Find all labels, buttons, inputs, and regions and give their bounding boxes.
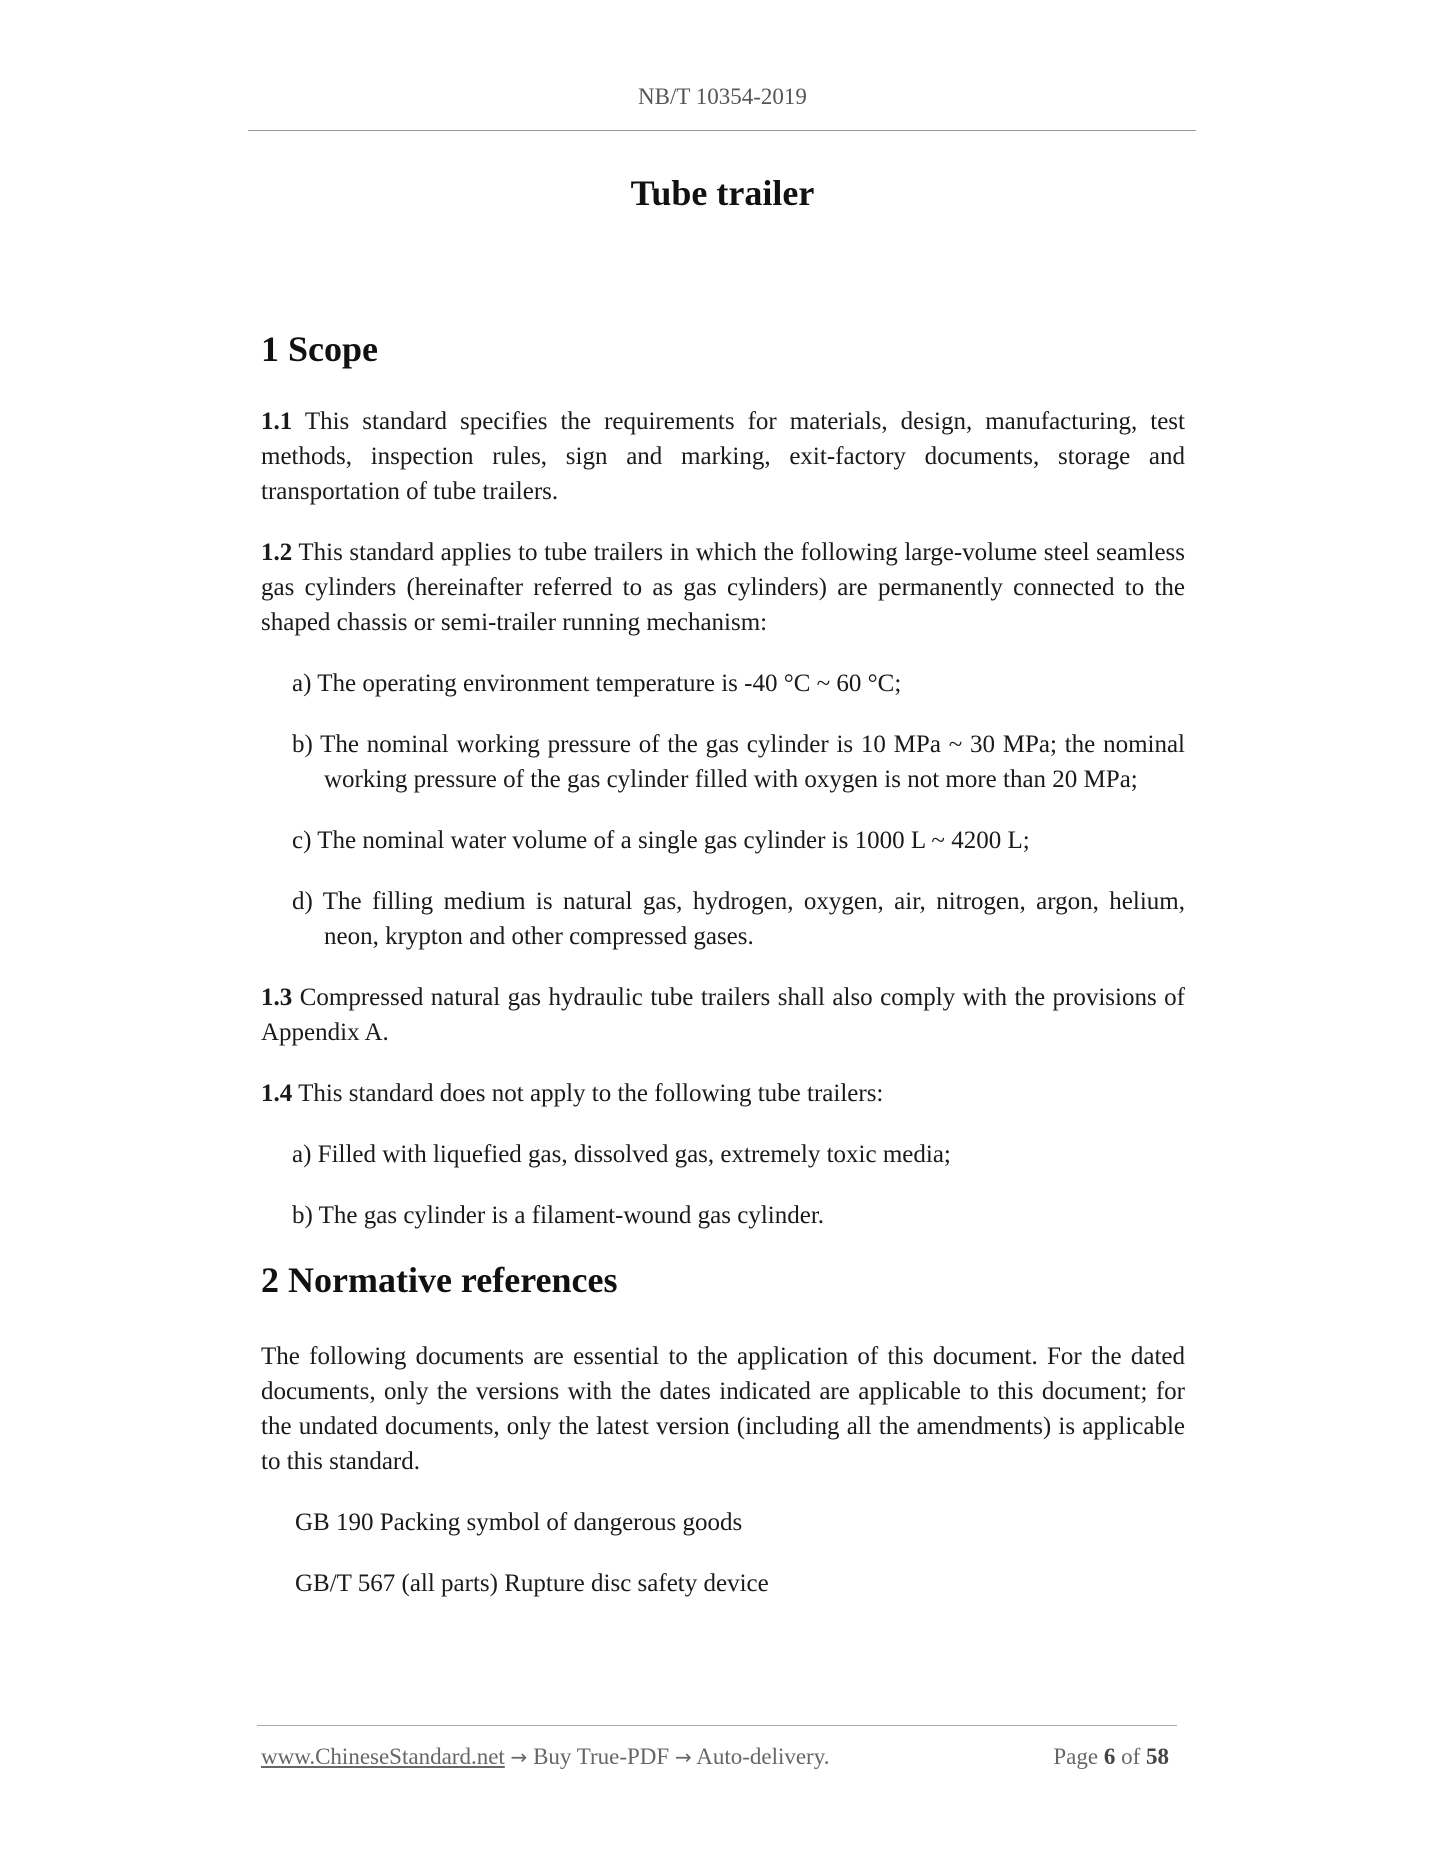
running-header: NB/T 10354-2019 — [638, 84, 807, 109]
page-label: Page — [1053, 1744, 1099, 1769]
list-item: c) The nominal water volume of a single gas cylinder is 1000 L ~ 4200 L; — [292, 827, 1030, 854]
site-link[interactable]: www.ChineseStandard.net — [261, 1744, 505, 1769]
clause-text: This standard specifies the requirements for materials, design, manufacturing, test methods, inspection rules, sign and marking, exit-factory documents, storage and transportation of tube trailers. — [261, 408, 1185, 505]
clause-1-3 — [261, 980, 1185, 1050]
page-number — [1053, 1744, 1169, 1770]
footer-promo — [261, 1744, 829, 1770]
footer-divider — [257, 1725, 1177, 1726]
clause-text: This standard does not apply to the following tube trailers: — [298, 1080, 884, 1107]
page-current: 6 — [1103, 1744, 1116, 1769]
clause-number: 1.1 — [261, 408, 293, 435]
list-item: b) The nominal working pressure of the gas cylinder is 10 MPa ~ 30 MPa; the nominal working pressure of the gas cylinder filled with oxygen is not more than 20 MPa; — [292, 731, 1185, 793]
main-content — [261, 328, 1185, 1627]
header-divider — [248, 130, 1196, 131]
list-item: d) The filling medium is natural gas, hydrogen, oxygen, air, nitrogen, argon, helium, neon, krypton and other compressed gases. — [292, 888, 1185, 950]
clause-number: 1.2 — [261, 539, 293, 566]
page-total: 58 — [1146, 1744, 1169, 1769]
of-label: of — [1121, 1744, 1141, 1769]
section-2-heading: 2 Normative references — [261, 1260, 618, 1300]
normative-references-intro: The following documents are essential to the application of this document. For the dated documents, only the versions with the dates indicated are applicable to this document; for the undated documents, only the latest version (including all the amendments) is applicable to this standard. — [261, 1343, 1185, 1475]
list-item: a) Filled with liquefied gas, dissolved gas, extremely toxic media; — [292, 1141, 951, 1168]
clause-1-2 — [261, 535, 1185, 640]
arrow-right-icon: → — [510, 1745, 528, 1769]
reference-item: GB/T 567 (all parts) Rupture disc safety device — [295, 1570, 769, 1597]
buy-pdf-text: Buy True-PDF — [533, 1744, 670, 1769]
list-item: a) The operating environment temperature is -40 °C ~ 60 °C; — [292, 670, 902, 697]
reference-item: GB 190 Packing symbol of dangerous goods — [295, 1509, 743, 1536]
section-1-heading: 1 Scope — [261, 329, 378, 369]
clause-1-1 — [261, 404, 1185, 509]
clause-number: 1.4 — [261, 1080, 293, 1107]
list-item: b) The gas cylinder is a filament-wound gas cylinder. — [292, 1202, 825, 1229]
clause-number: 1.3 — [261, 984, 293, 1011]
document-title: Tube trailer — [630, 173, 815, 213]
auto-delivery-text: Auto-delivery. — [696, 1744, 830, 1769]
arrow-right-icon: → — [674, 1745, 692, 1769]
clause-1-4 — [261, 1076, 1185, 1111]
clause-text: Compressed natural gas hydraulic tube trailers shall also comply with the provisions of Appendix A. — [261, 984, 1185, 1046]
clause-text: This standard applies to tube trailers in which the following large-volume steel seamless gas cylinders (hereinafter referred to as gas cylinders) are permanently connected to the shaped chassis or semi-trailer running mechanism: — [261, 539, 1185, 636]
